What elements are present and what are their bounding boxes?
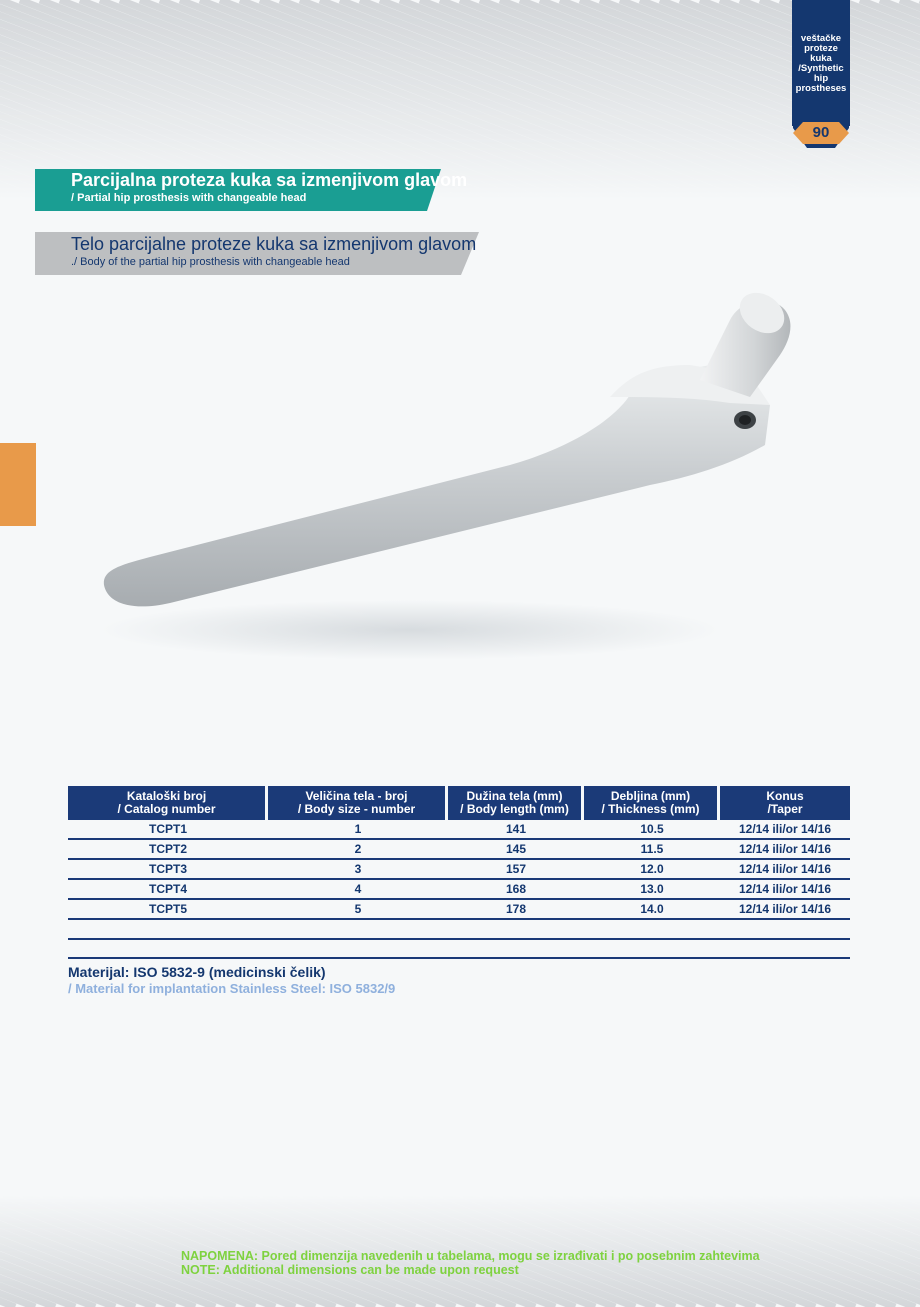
table-row: [68, 860, 850, 880]
subtitle-band: [35, 232, 479, 275]
table-row: [68, 820, 850, 840]
cell-body-length: 141: [448, 820, 584, 840]
note-line: NAPOMENA: Pored dimenzija navedenih u tabelama, mogu se izrađivati i po posebnim zahtevima: [181, 1249, 760, 1263]
material-info: [68, 964, 395, 996]
header-body-length: Dužina tela (mm) / Body length (mm): [448, 786, 584, 820]
cell-body-size: 5: [268, 900, 448, 920]
specification-table: [68, 786, 850, 920]
side-color-marker: [0, 443, 36, 526]
footer-note: [181, 1249, 760, 1277]
cell-body-length: 168: [448, 880, 584, 900]
cell-taper: 12/14 ili/or 14/16: [720, 860, 850, 880]
product-title-translation: ./ Body of the partial hip prosthesis with changeable head: [71, 256, 350, 268]
section-tab-line: kuka: [810, 53, 832, 64]
cell-catalog-number: TCPT2: [68, 840, 268, 860]
cell-thickness: 10.5: [584, 820, 720, 840]
cell-body-size: 3: [268, 860, 448, 880]
section-tab-line: hip: [813, 73, 829, 84]
section-tab: [792, 0, 850, 126]
table-row: [68, 880, 850, 900]
hip-prosthesis-stem-image: [90, 285, 810, 675]
cell-body-length: 157: [448, 860, 584, 880]
page-title: Parcijalna proteza kuka sa izmenjivom glavom: [71, 170, 468, 190]
cell-taper: 12/14 ili/or 14/16: [720, 820, 850, 840]
material-label: Materijal: ISO 5832-9 (medicinski čelik): [68, 964, 326, 980]
header-thickness: Debljina (mm) / Thickness (mm): [584, 786, 720, 820]
table-header-row: [68, 786, 850, 820]
material-label-translation: / Material for implantation Stainless Steel: ISO 5832/9: [68, 981, 396, 996]
cell-taper: 12/14 ili/or 14/16: [720, 880, 850, 900]
cell-thickness: 14.0: [584, 900, 720, 920]
cell-catalog-number: TCPT4: [68, 880, 268, 900]
section-tab-line: proteze: [804, 43, 838, 54]
table-row: [68, 900, 850, 920]
cell-body-size: 2: [268, 840, 448, 860]
cell-body-length: 145: [448, 840, 584, 860]
note-line: NOTE: Additional dimensions can be made upon request: [181, 1263, 519, 1277]
cell-catalog-number: TCPT1: [68, 820, 268, 840]
cell-taper: 12/14 ili/or 14/16: [720, 900, 850, 920]
section-tab-line: /Synthetic: [798, 63, 844, 74]
section-tab-line: veštačke: [800, 33, 842, 44]
cell-thickness: 11.5: [584, 840, 720, 860]
page-title-translation: / Partial hip prosthesis with changeable head: [71, 192, 307, 204]
table-row: [68, 840, 850, 860]
product-title: Telo parcijalne proteze kuka sa izmenjivom glavom: [71, 234, 477, 254]
cell-taper: 12/14 ili/or 14/16: [720, 840, 850, 860]
section-tab-line: prostheses: [795, 83, 847, 94]
cell-catalog-number: TCPT3: [68, 860, 268, 880]
cell-thickness: 12.0: [584, 860, 720, 880]
title-band: [35, 169, 468, 211]
table-divider: [68, 957, 850, 959]
cell-catalog-number: TCPT5: [68, 900, 268, 920]
header-body-size: Veličina tela - broj / Body size - number: [268, 786, 448, 820]
table-divider: [68, 938, 850, 940]
page-number: 90: [812, 124, 830, 141]
cell-thickness: 13.0: [584, 880, 720, 900]
header-catalog-number: Kataloški broj / Catalog number: [68, 786, 268, 820]
cell-body-length: 178: [448, 900, 584, 920]
header-taper: Konus /Taper: [720, 786, 850, 820]
cell-body-size: 1: [268, 820, 448, 840]
cell-body-size: 4: [268, 880, 448, 900]
